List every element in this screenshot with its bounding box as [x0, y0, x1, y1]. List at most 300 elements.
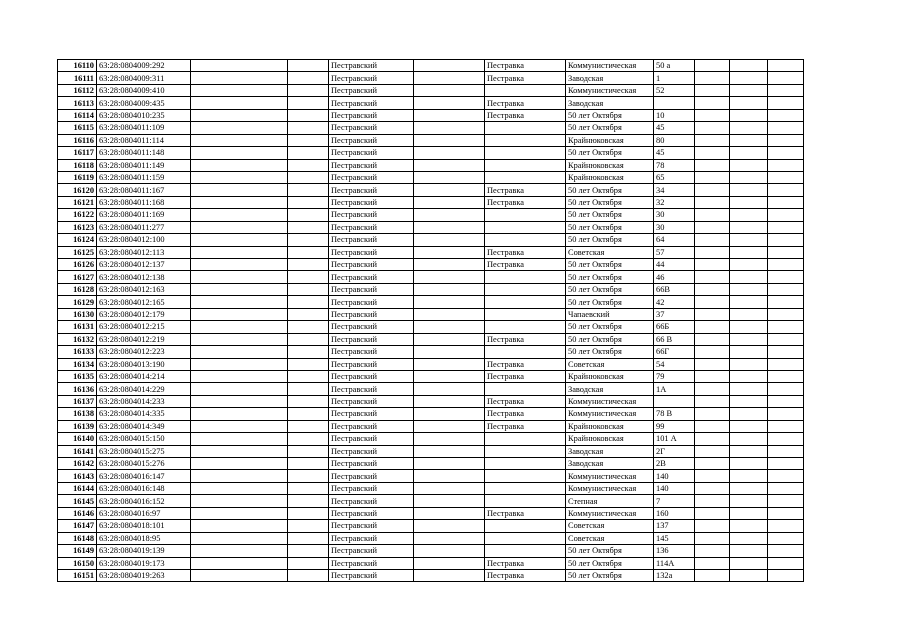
empty-cell [288, 346, 329, 358]
street-cell: Советская [566, 532, 654, 544]
table-row [58, 196, 804, 208]
empty-cell [191, 346, 288, 358]
empty-cell [191, 184, 288, 196]
empty-cell [768, 370, 804, 382]
locality-cell [485, 234, 566, 246]
empty-cell [695, 159, 730, 171]
record-number-cell: 16141 [58, 445, 97, 457]
district-cell: Пестравский [329, 209, 414, 221]
empty-cell [191, 358, 288, 370]
empty-cell [695, 209, 730, 221]
house-number-cell: 160 [654, 507, 695, 519]
empty-cell [730, 408, 768, 420]
house-number-cell: 46 [654, 271, 695, 283]
street-cell: Крайнюковская [566, 433, 654, 445]
district-cell: Пестравский [329, 569, 414, 581]
house-number-cell: 32 [654, 196, 695, 208]
empty-cell [414, 147, 485, 159]
cadastral-number-cell: 63:28:0804011:168 [97, 196, 191, 208]
empty-cell [414, 445, 485, 457]
empty-cell [695, 147, 730, 159]
empty-cell [288, 321, 329, 333]
empty-cell [191, 482, 288, 494]
empty-cell [730, 97, 768, 109]
locality-cell [485, 221, 566, 233]
table-row [58, 259, 804, 271]
record-number-cell: 16140 [58, 433, 97, 445]
cadastral-number-cell: 63:28:0804009:311 [97, 72, 191, 84]
district-cell: Пестравский [329, 246, 414, 258]
house-number-cell: 66 В [654, 333, 695, 345]
empty-cell [695, 408, 730, 420]
empty-cell [730, 507, 768, 519]
empty-cell [695, 171, 730, 183]
district-cell: Пестравский [329, 420, 414, 432]
empty-cell [288, 520, 329, 532]
empty-cell [768, 109, 804, 121]
empty-cell [695, 296, 730, 308]
empty-cell [288, 159, 329, 171]
empty-cell [695, 346, 730, 358]
empty-cell [768, 482, 804, 494]
empty-cell [288, 433, 329, 445]
empty-cell [695, 420, 730, 432]
district-cell: Пестравский [329, 283, 414, 295]
empty-cell [695, 370, 730, 382]
table-row [58, 507, 804, 519]
cadastral-number-cell: 63:28:0804012:165 [97, 296, 191, 308]
record-number-cell: 16116 [58, 134, 97, 146]
table-body [58, 60, 804, 582]
district-cell: Пестравский [329, 84, 414, 96]
empty-cell [768, 433, 804, 445]
street-cell: 50 лет Октября [566, 321, 654, 333]
house-number-cell: 66В [654, 283, 695, 295]
empty-cell [191, 507, 288, 519]
empty-cell [768, 569, 804, 581]
empty-cell [695, 557, 730, 569]
locality-cell [485, 147, 566, 159]
district-cell: Пестравский [329, 109, 414, 121]
table-row [58, 134, 804, 146]
empty-cell [695, 246, 730, 258]
locality-cell [485, 495, 566, 507]
cadastral-number-cell: 63:28:0804012:113 [97, 246, 191, 258]
empty-cell [695, 60, 730, 72]
empty-cell [414, 532, 485, 544]
locality-cell [485, 159, 566, 171]
empty-cell [414, 109, 485, 121]
house-number-cell: 99 [654, 420, 695, 432]
empty-cell [288, 408, 329, 420]
cadastral-number-cell: 63:28:0804012:163 [97, 283, 191, 295]
empty-cell [414, 346, 485, 358]
house-number-cell: 45 [654, 147, 695, 159]
empty-cell [730, 296, 768, 308]
locality-cell: Пестравка [485, 370, 566, 382]
table-row [58, 184, 804, 196]
empty-cell [288, 60, 329, 72]
empty-cell [730, 84, 768, 96]
empty-cell [730, 445, 768, 457]
district-cell: Пестравский [329, 171, 414, 183]
house-number-cell: 132а [654, 569, 695, 581]
empty-cell [414, 458, 485, 470]
cadastral-number-cell: 63:28:0804009:435 [97, 97, 191, 109]
cadastral-number-cell: 63:28:0804016:147 [97, 470, 191, 482]
empty-cell [414, 321, 485, 333]
empty-cell [695, 321, 730, 333]
empty-cell [288, 134, 329, 146]
district-cell: Пестравский [329, 60, 414, 72]
cadastral-number-cell: 63:28:0804018:95 [97, 532, 191, 544]
empty-cell [695, 520, 730, 532]
empty-cell [695, 470, 730, 482]
locality-cell: Пестравка [485, 395, 566, 407]
empty-cell [768, 234, 804, 246]
empty-cell [414, 545, 485, 557]
empty-cell [414, 271, 485, 283]
empty-cell [414, 209, 485, 221]
empty-cell [191, 60, 288, 72]
district-cell: Пестравский [329, 346, 414, 358]
cadastral-number-cell: 63:28:0804011:149 [97, 159, 191, 171]
empty-cell [730, 72, 768, 84]
empty-cell [768, 308, 804, 320]
district-cell: Пестравский [329, 271, 414, 283]
street-cell: Коммунистическая [566, 84, 654, 96]
cadastral-number-cell: 63:28:0804012:223 [97, 346, 191, 358]
district-cell: Пестравский [329, 296, 414, 308]
empty-cell [730, 159, 768, 171]
locality-cell [485, 470, 566, 482]
empty-cell [414, 246, 485, 258]
house-number-cell: 34 [654, 184, 695, 196]
empty-cell [288, 545, 329, 557]
cadastral-number-cell: 63:28:0804011:114 [97, 134, 191, 146]
empty-cell [414, 420, 485, 432]
empty-cell [695, 122, 730, 134]
record-number-cell: 16138 [58, 408, 97, 420]
empty-cell [730, 171, 768, 183]
cadastral-number-cell: 63:28:0804019:173 [97, 557, 191, 569]
empty-cell [191, 84, 288, 96]
locality-cell [485, 122, 566, 134]
locality-cell [485, 458, 566, 470]
cadastral-number-cell: 63:28:0804016:152 [97, 495, 191, 507]
empty-cell [414, 507, 485, 519]
record-number-cell: 16146 [58, 507, 97, 519]
district-cell: Пестравский [329, 370, 414, 382]
district-cell: Пестравский [329, 234, 414, 246]
street-cell: 50 лет Октября [566, 234, 654, 246]
street-cell: Чапаевский [566, 308, 654, 320]
cadastral-number-cell: 63:28:0804011:148 [97, 147, 191, 159]
record-number-cell: 16131 [58, 321, 97, 333]
cadastral-number-cell: 63:28:0804015:275 [97, 445, 191, 457]
locality-cell [485, 209, 566, 221]
empty-cell [695, 433, 730, 445]
street-cell: Заводская [566, 445, 654, 457]
district-cell: Пестравский [329, 433, 414, 445]
empty-cell [768, 97, 804, 109]
district-cell: Пестравский [329, 184, 414, 196]
empty-cell [288, 122, 329, 134]
record-number-cell: 16125 [58, 246, 97, 258]
record-number-cell: 16148 [58, 532, 97, 544]
empty-cell [414, 495, 485, 507]
locality-cell [485, 271, 566, 283]
district-cell: Пестравский [329, 383, 414, 395]
locality-cell [485, 283, 566, 295]
empty-cell [288, 507, 329, 519]
table-row [58, 171, 804, 183]
cadastral-number-cell: 63:28:0804016:97 [97, 507, 191, 519]
empty-cell [414, 196, 485, 208]
empty-cell [730, 557, 768, 569]
street-cell: Коммунистическая [566, 470, 654, 482]
record-number-cell: 16145 [58, 495, 97, 507]
table-row [58, 97, 804, 109]
empty-cell [695, 196, 730, 208]
empty-cell [414, 296, 485, 308]
house-number-cell: 66Г [654, 346, 695, 358]
empty-cell [288, 308, 329, 320]
empty-cell [288, 370, 329, 382]
empty-cell [768, 134, 804, 146]
empty-cell [414, 383, 485, 395]
house-number-cell: 78 В [654, 408, 695, 420]
locality-cell [485, 520, 566, 532]
empty-cell [768, 283, 804, 295]
empty-cell [730, 283, 768, 295]
empty-cell [288, 383, 329, 395]
empty-cell [730, 383, 768, 395]
street-cell: 50 лет Октября [566, 184, 654, 196]
record-number-cell: 16132 [58, 333, 97, 345]
record-number-cell: 16126 [58, 259, 97, 271]
street-cell: 50 лет Октября [566, 346, 654, 358]
empty-cell [191, 246, 288, 258]
record-number-cell: 16134 [58, 358, 97, 370]
street-cell: 50 лет Октября [566, 333, 654, 345]
empty-cell [695, 72, 730, 84]
empty-cell [695, 134, 730, 146]
cadastral-number-cell: 63:28:0804012:179 [97, 308, 191, 320]
cadastral-number-cell: 63:28:0804018:101 [97, 520, 191, 532]
record-number-cell: 16133 [58, 346, 97, 358]
street-cell: 50 лет Октября [566, 196, 654, 208]
record-number-cell: 16143 [58, 470, 97, 482]
empty-cell [288, 296, 329, 308]
house-number-cell: 37 [654, 308, 695, 320]
record-number-cell: 16124 [58, 234, 97, 246]
table-row [58, 246, 804, 258]
empty-cell [695, 395, 730, 407]
table-row [58, 333, 804, 345]
record-number-cell: 16122 [58, 209, 97, 221]
table-row [58, 122, 804, 134]
empty-cell [288, 72, 329, 84]
empty-cell [768, 408, 804, 420]
empty-cell [191, 171, 288, 183]
locality-cell [485, 84, 566, 96]
empty-cell [768, 271, 804, 283]
empty-cell [768, 420, 804, 432]
record-number-cell: 16142 [58, 458, 97, 470]
empty-cell [414, 408, 485, 420]
empty-cell [730, 520, 768, 532]
district-cell: Пестравский [329, 408, 414, 420]
district-cell: Пестравский [329, 196, 414, 208]
house-number-cell: 114А [654, 557, 695, 569]
empty-cell [730, 333, 768, 345]
empty-cell [768, 259, 804, 271]
cadastral-number-cell: 63:28:0804016:148 [97, 482, 191, 494]
empty-cell [414, 482, 485, 494]
empty-cell [414, 234, 485, 246]
district-cell: Пестравский [329, 147, 414, 159]
empty-cell [191, 557, 288, 569]
house-number-cell: 44 [654, 259, 695, 271]
house-number-cell: 80 [654, 134, 695, 146]
street-cell: Советская [566, 246, 654, 258]
house-number-cell: 2Г [654, 445, 695, 457]
street-cell: 50 лет Октября [566, 557, 654, 569]
empty-cell [191, 196, 288, 208]
street-cell: Крайнюковская [566, 134, 654, 146]
empty-cell [414, 259, 485, 271]
street-cell: Советская [566, 358, 654, 370]
table-row [58, 520, 804, 532]
empty-cell [768, 246, 804, 258]
table-row [58, 433, 804, 445]
street-cell: Коммунистическая [566, 60, 654, 72]
record-number-cell: 16139 [58, 420, 97, 432]
empty-cell [414, 97, 485, 109]
empty-cell [191, 134, 288, 146]
locality-cell [485, 308, 566, 320]
district-cell: Пестравский [329, 532, 414, 544]
cadastral-number-cell: 63:28:0804012:215 [97, 321, 191, 333]
empty-cell [730, 271, 768, 283]
house-number-cell: 78 [654, 159, 695, 171]
empty-cell [288, 234, 329, 246]
street-cell: 50 лет Октября [566, 545, 654, 557]
empty-cell [191, 433, 288, 445]
record-number-cell: 16129 [58, 296, 97, 308]
house-number-cell: 1А [654, 383, 695, 395]
empty-cell [730, 482, 768, 494]
record-number-cell: 16110 [58, 60, 97, 72]
empty-cell [414, 221, 485, 233]
house-number-cell [654, 395, 695, 407]
empty-cell [695, 445, 730, 457]
empty-cell [730, 458, 768, 470]
empty-cell [191, 569, 288, 581]
empty-cell [288, 196, 329, 208]
house-number-cell: 136 [654, 545, 695, 557]
table-row [58, 147, 804, 159]
empty-cell [730, 321, 768, 333]
street-cell: 50 лет Октября [566, 569, 654, 581]
district-cell: Пестравский [329, 221, 414, 233]
empty-cell [288, 495, 329, 507]
table-row [58, 458, 804, 470]
empty-cell [768, 520, 804, 532]
house-number-cell [654, 97, 695, 109]
empty-cell [730, 259, 768, 271]
locality-cell [485, 321, 566, 333]
empty-cell [695, 482, 730, 494]
empty-cell [768, 321, 804, 333]
cadastral-number-cell: 63:28:0804015:150 [97, 433, 191, 445]
locality-cell [485, 171, 566, 183]
empty-cell [414, 159, 485, 171]
empty-cell [695, 545, 730, 557]
empty-cell [414, 171, 485, 183]
street-cell: Коммунистическая [566, 507, 654, 519]
street-cell: 50 лет Октября [566, 296, 654, 308]
empty-cell [695, 532, 730, 544]
table-row [58, 234, 804, 246]
street-cell: Заводская [566, 458, 654, 470]
empty-cell [288, 569, 329, 581]
empty-cell [768, 383, 804, 395]
empty-cell [730, 122, 768, 134]
table-row [58, 84, 804, 96]
table-row [58, 470, 804, 482]
table-row [58, 308, 804, 320]
street-cell: 50 лет Октября [566, 259, 654, 271]
empty-cell [191, 283, 288, 295]
empty-cell [730, 495, 768, 507]
empty-cell [288, 557, 329, 569]
district-cell: Пестравский [329, 358, 414, 370]
record-number-cell: 16128 [58, 283, 97, 295]
cadastral-number-cell: 63:28:0804019:263 [97, 569, 191, 581]
table-row [58, 408, 804, 420]
district-cell: Пестравский [329, 507, 414, 519]
empty-cell [730, 234, 768, 246]
locality-cell: Пестравка [485, 358, 566, 370]
record-number-cell: 16120 [58, 184, 97, 196]
empty-cell [414, 308, 485, 320]
empty-cell [288, 171, 329, 183]
street-cell: Крайнюковская [566, 420, 654, 432]
district-cell: Пестравский [329, 333, 414, 345]
cadastral-number-cell: 63:28:0804011:167 [97, 184, 191, 196]
table-row [58, 109, 804, 121]
street-cell: Коммунистическая [566, 395, 654, 407]
record-number-cell: 16151 [58, 569, 97, 581]
record-number-cell: 16127 [58, 271, 97, 283]
record-number-cell: 16150 [58, 557, 97, 569]
house-number-cell: 65 [654, 171, 695, 183]
street-cell: Заводская [566, 383, 654, 395]
empty-cell [191, 209, 288, 221]
empty-cell [768, 507, 804, 519]
empty-cell [768, 545, 804, 557]
empty-cell [730, 532, 768, 544]
district-cell: Пестравский [329, 134, 414, 146]
record-number-cell: 16135 [58, 370, 97, 382]
table-row [58, 557, 804, 569]
record-number-cell: 16118 [58, 159, 97, 171]
table-row [58, 383, 804, 395]
street-cell: Коммунистическая [566, 408, 654, 420]
street-cell: Коммунистическая [566, 482, 654, 494]
